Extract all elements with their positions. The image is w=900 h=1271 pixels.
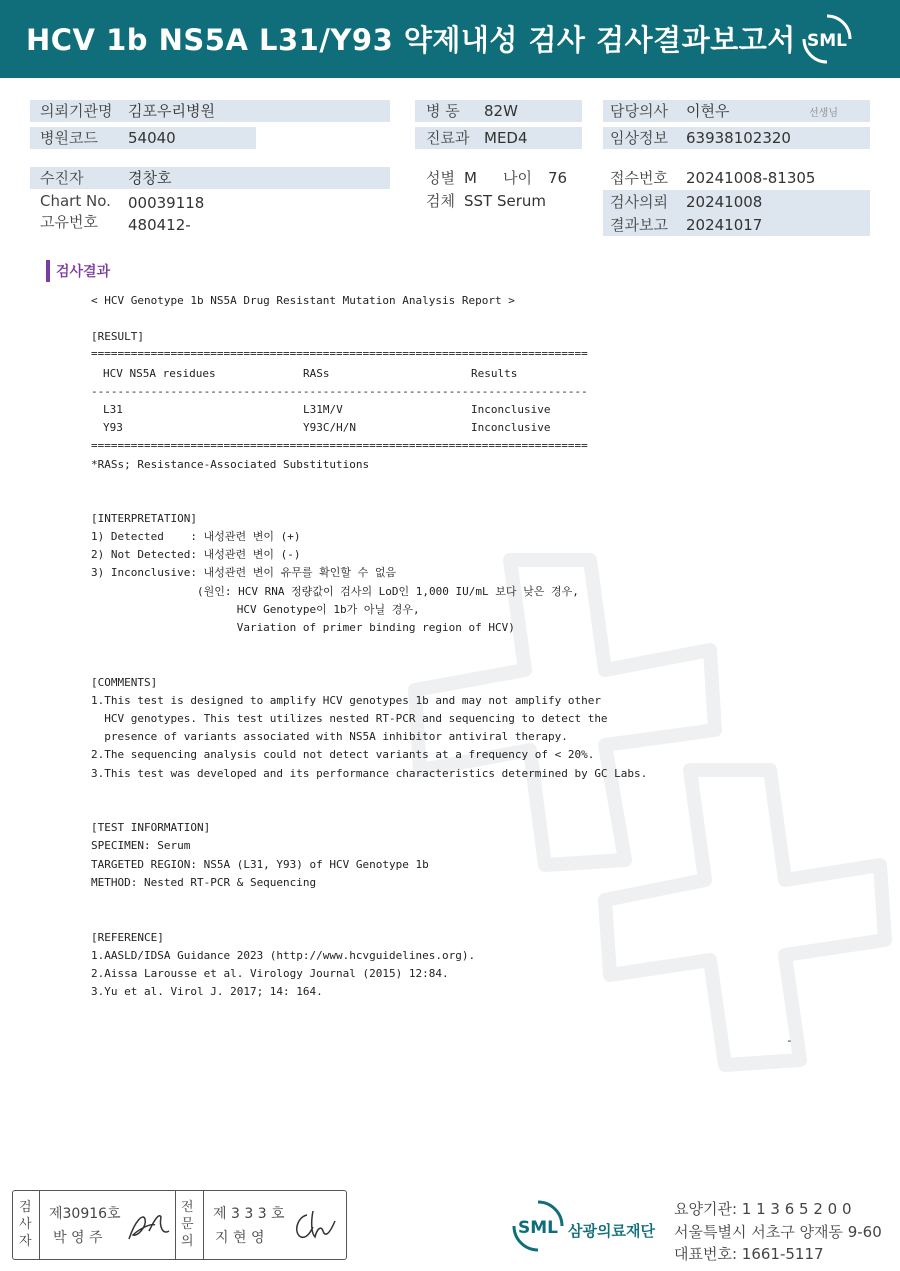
comment-line: presence of variants associated with NS5A inhibitor antiviral therapy.: [91, 730, 568, 743]
section-title: 검사결과: [56, 264, 111, 280]
organization-name: 삼광의료재단: [568, 1222, 655, 1240]
sml-footer-logo-icon: [510, 1198, 566, 1254]
report-date-label: 결과보고: [610, 216, 668, 234]
reference-line: 2.Aissa Larousse et al. Virology Journal (2015) 12:84.: [91, 967, 449, 980]
age-value: 76: [548, 169, 568, 187]
interpretation-line: 3) Inconclusive: 내성관련 변이 유무를 확인할 수 없음: [91, 566, 397, 579]
interpretation-label: [INTERPRETATION]: [91, 512, 197, 525]
tester-name: 박 영 주: [53, 1230, 103, 1246]
organization-phone: 대표번호: 1661-5117: [674, 1245, 824, 1263]
table-cell: Inconclusive: [471, 403, 551, 416]
table-cell: Inconclusive: [471, 421, 551, 434]
test-info-label: [TEST INFORMATION]: [91, 821, 211, 834]
hospital-code-label: 병원코드: [40, 129, 98, 147]
specialist-char: 문: [181, 1217, 194, 1232]
sex-label: 성별: [426, 169, 455, 187]
interpretation-line: 1) Detected : 내성관련 변이 (+): [91, 530, 301, 543]
request-date-label: 검사의뢰: [610, 193, 668, 211]
table-cell: Y93C/H/N: [303, 421, 356, 434]
doctor-value: 이현우: [686, 102, 730, 120]
clinical-info-value: 63938102320: [686, 129, 791, 147]
table-cell: Y93: [103, 421, 123, 434]
patient-label: 수진자: [40, 169, 84, 187]
signature-box: [12, 1190, 347, 1260]
chart-no-value: 00039118: [128, 194, 205, 212]
specialist-name: 지 현 영: [215, 1230, 265, 1246]
comment-line: HCV genotypes. This test utilizes nested RT-PCR and sequencing to detect the: [91, 712, 608, 725]
institution-value: 김포우리병원: [128, 102, 215, 120]
test-info-line: SPECIMEN: Serum: [91, 839, 191, 852]
field-bar: [30, 167, 390, 189]
comments-label: [COMMENTS]: [91, 676, 158, 689]
patient-value: 경창호: [128, 169, 172, 187]
department-label: 진료과: [426, 129, 470, 147]
interpretation-line: HCV Genotype이 1b가 아닐 경우,: [91, 603, 420, 616]
tester-char: 자: [19, 1234, 32, 1249]
reference-line: 1.AASLD/IDSA Guidance 2023 (http://www.hcvguidelines.org).: [91, 949, 476, 962]
interpretation-line: Variation of primer binding region of HCV): [91, 621, 515, 634]
clinical-info-label: 임상정보: [610, 129, 668, 147]
reference-label: [REFERENCE]: [91, 931, 164, 944]
tester-char: 사: [19, 1217, 32, 1232]
end-dash: -: [786, 1034, 793, 1047]
unique-id-label: 고유번호: [40, 213, 98, 231]
result-label: [RESULT]: [91, 330, 144, 343]
test-info-line: TARGETED REGION: NS5A (L31, Y93) of HCV Genotype 1b: [91, 858, 429, 871]
comment-line: 1.This test is designed to amplify HCV genotypes 1b and may not amplify other: [91, 694, 601, 707]
report-date-value: 20241017: [686, 216, 763, 234]
table-cell: L31: [103, 403, 123, 416]
section-marker: [46, 260, 50, 282]
double-rule: ===========================================================================: [91, 439, 588, 452]
specialist-char: 전: [181, 1200, 194, 1215]
reference-line: 3.Yu et al. Virol J. 2017; 14: 164.: [91, 985, 323, 998]
specialist-license: 제 3 3 3 호: [213, 1206, 285, 1222]
rass-footnote: *RASs; Resistance-Associated Substitutions: [91, 458, 370, 471]
institution-label: 의뢰기관명: [40, 102, 113, 120]
specialist-signature-icon: [291, 1207, 341, 1245]
report-title: HCV 1b NS5A L31/Y93 약제내성 검사 검사결과보고서: [26, 23, 796, 57]
table-cell: L31M/V: [303, 403, 343, 416]
interpretation-line: (원인: HCV RNA 정량값이 검사의 LoD인 1,000 IU/mL 보다 낮은 경우,: [91, 585, 579, 598]
sml-logo-icon: [798, 10, 856, 68]
report-header: [0, 0, 900, 78]
tester-signature-icon: [125, 1209, 171, 1245]
sex-value: M: [464, 169, 477, 187]
age-label: 나이: [503, 169, 532, 187]
double-rule: ===========================================================================: [91, 347, 588, 360]
col-header-results: Results: [471, 367, 518, 380]
specimen-label: 검체: [426, 192, 455, 210]
tester-char: 검: [19, 1200, 32, 1215]
department-value: MED4: [484, 129, 528, 147]
col-header-residues: HCV NS5A residues: [103, 367, 216, 380]
agency-number: 요양기관: 1 1 3 6 5 2 0 0: [674, 1200, 852, 1218]
ward-value: 82W: [484, 102, 518, 120]
specimen-value: SST Serum: [464, 192, 547, 210]
test-info-line: METHOD: Nested RT-PCR & Sequencing: [91, 876, 317, 889]
request-date-value: 20241008: [686, 193, 763, 211]
doctor-label: 담당의사: [610, 102, 668, 120]
specialist-char: 의: [181, 1234, 194, 1249]
ward-label: 병 동: [426, 102, 460, 120]
doctor-suffix: 선생님: [809, 108, 838, 119]
chart-no-label: Chart No.: [40, 192, 111, 210]
comment-line: 3.This test was developed and its performance characteristics determined by GC Labs.: [91, 767, 648, 780]
report-heading: < HCV Genotype 1b NS5A Drug Resistant Mutation Analysis Report >: [91, 294, 515, 307]
interpretation-line: 2) Not Detected: 내성관련 변이 (-): [91, 548, 301, 561]
logo-text: SML: [807, 31, 847, 51]
registration-label: 접수번호: [610, 169, 668, 187]
single-rule: ---------------------------------------------------------------------------: [91, 385, 588, 398]
col-header-rass: RASs: [303, 367, 330, 380]
registration-value: 20241008-81305: [686, 169, 816, 187]
footer-logo-text: SML: [518, 1218, 558, 1238]
comment-line: 2.The sequencing analysis could not detect variants at a frequency of < 20%.: [91, 748, 595, 761]
hospital-code-value: 54040: [128, 129, 176, 147]
watermark-cross-icon: [360, 520, 900, 1080]
tester-license: 제30916호: [49, 1206, 121, 1222]
organization-address: 서울특별시 서초구 양재동 9-60: [674, 1223, 882, 1241]
unique-id-value: 480412-: [128, 216, 191, 234]
